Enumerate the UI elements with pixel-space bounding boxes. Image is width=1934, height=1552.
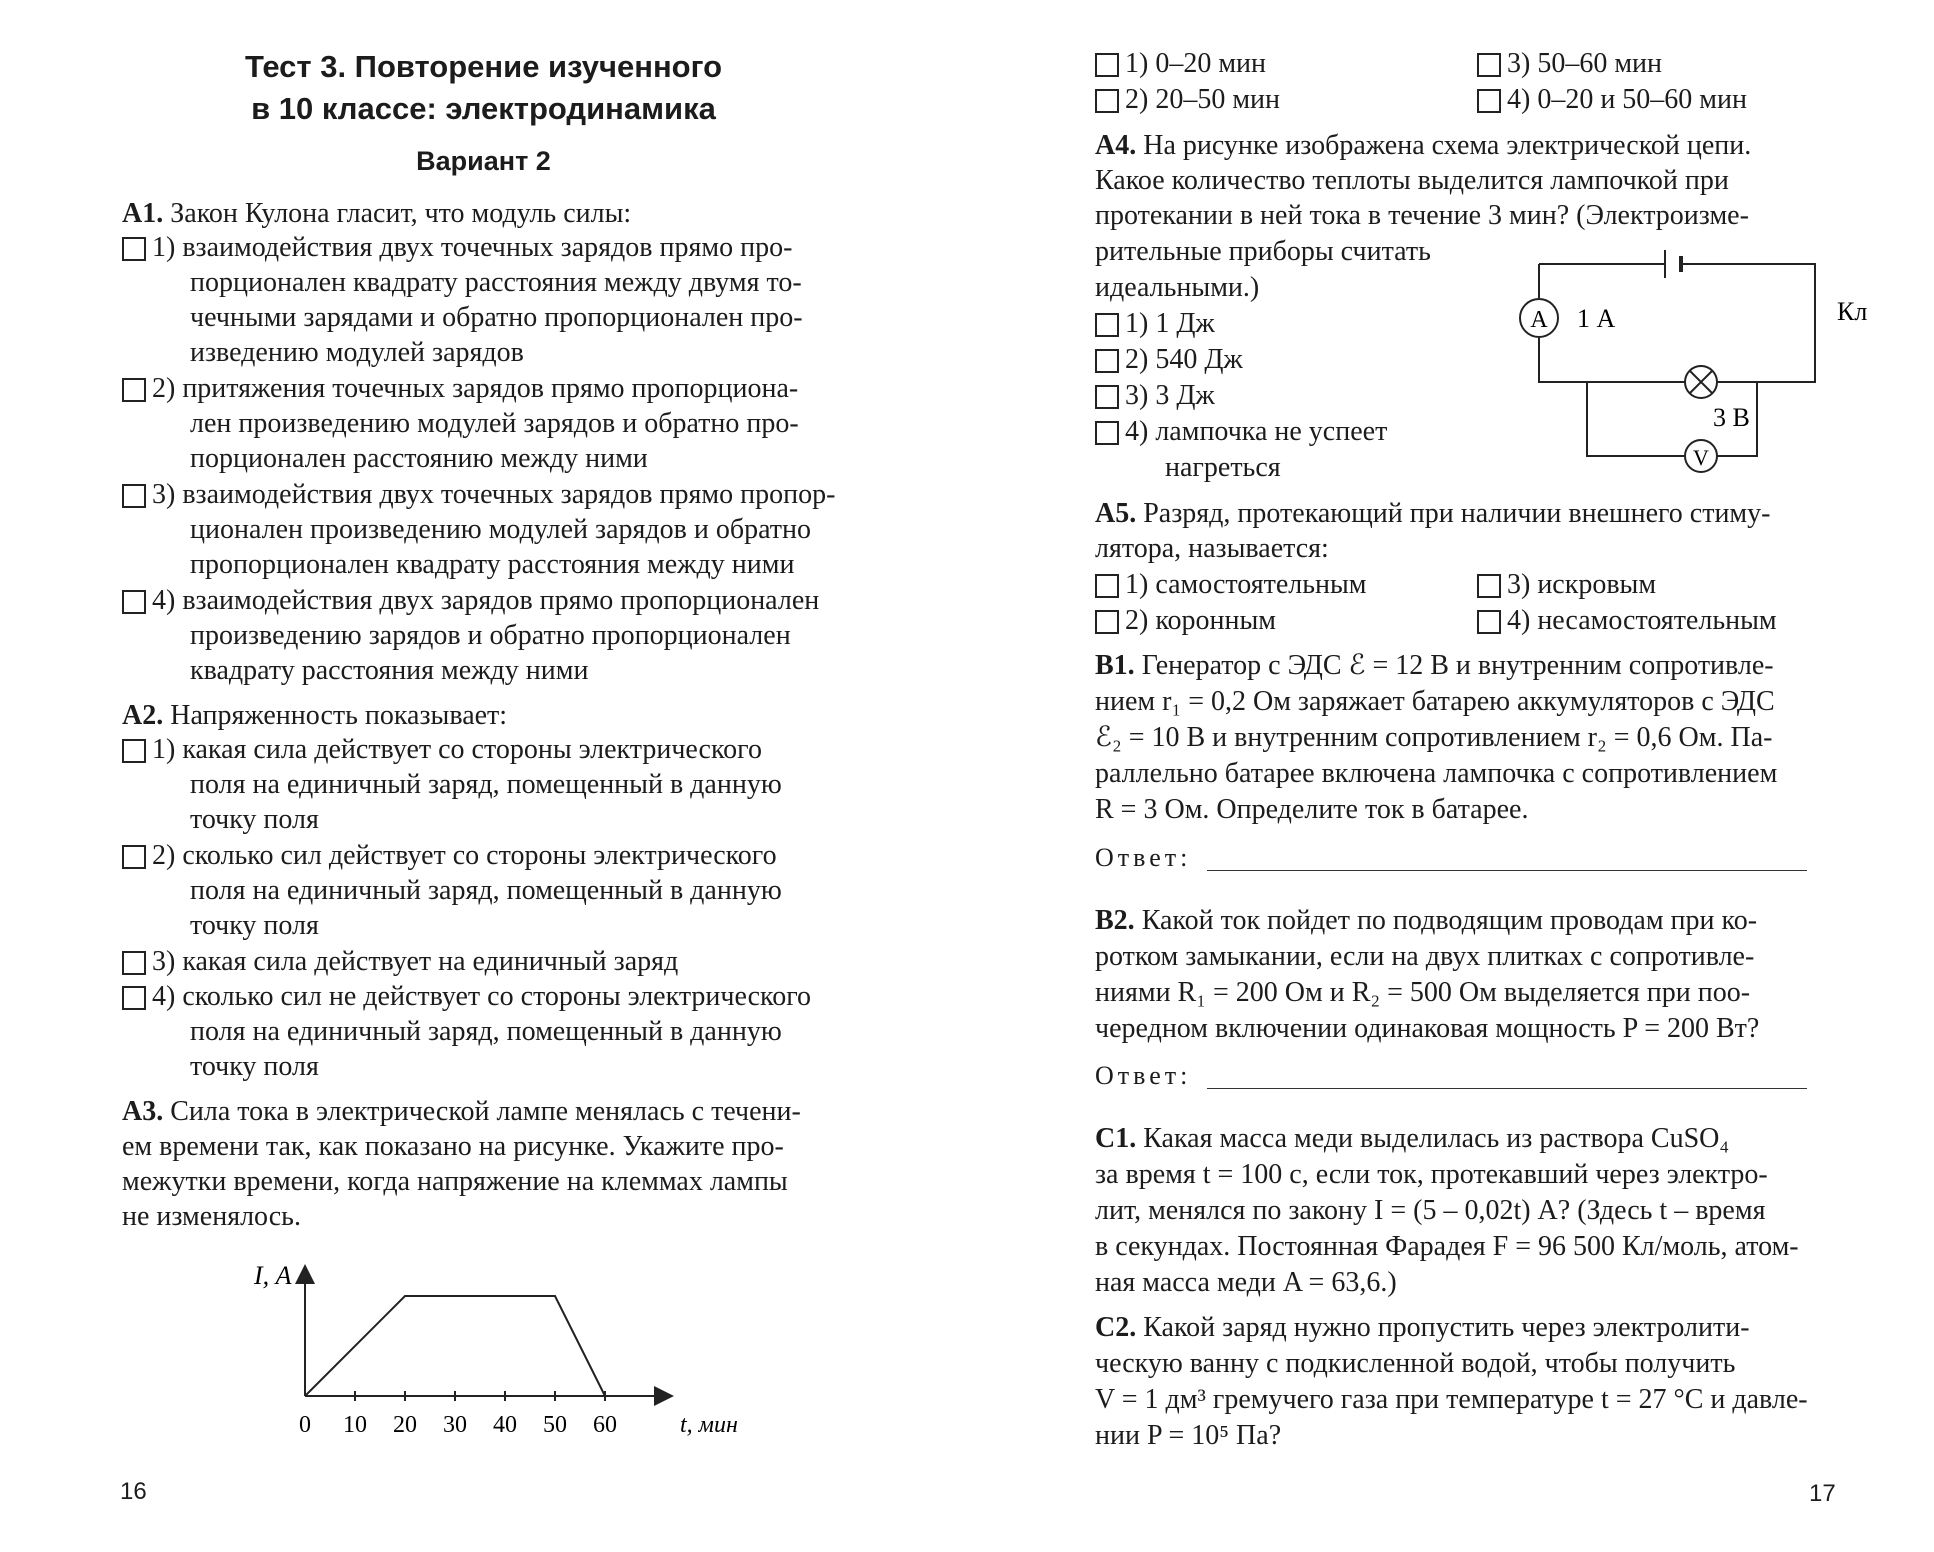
question-b2-line: ротком замыкании, если на двух плитках с сопротивле- bbox=[1095, 941, 1755, 972]
a3-option1-checkbox[interactable] bbox=[1095, 53, 1119, 77]
chart-y-label: I, А bbox=[254, 1261, 292, 1290]
question-c1-line: ная масса меди A = 63,6.) bbox=[1095, 1267, 1397, 1298]
question-b2-label: В2. bbox=[1095, 905, 1135, 936]
chart-x-tick-label: 0 bbox=[299, 1412, 311, 1438]
a1-option4-checkbox[interactable] bbox=[122, 590, 146, 614]
a3-option4: 4) 0–20 и 50–60 мин bbox=[1507, 84, 1747, 115]
question-c1-line bbox=[1095, 1121, 1729, 1157]
a3-option2: 2) 20–50 мин bbox=[1125, 84, 1281, 115]
question-a4-line: идеальными.) bbox=[1095, 272, 1260, 303]
a3-option2-checkbox[interactable] bbox=[1095, 89, 1119, 113]
question-b2-line: чередном включении одинаковая мощность P = 200 Вт? bbox=[1095, 1013, 1760, 1044]
chart-x-tick-label: 40 bbox=[493, 1412, 517, 1438]
b1-answer-field[interactable] bbox=[1207, 870, 1807, 871]
a1-option2-line: порционален расстоянию между ними bbox=[190, 443, 648, 474]
a4-option2-checkbox[interactable] bbox=[1095, 349, 1119, 373]
a5-option2-checkbox[interactable] bbox=[1095, 610, 1119, 634]
question-a3-line: межутки времени, когда напряжение на клеммах лампы bbox=[122, 1166, 788, 1197]
question-b1-line bbox=[1095, 648, 1774, 684]
ammeter-icon: A bbox=[1530, 307, 1548, 333]
a2-option3-checkbox[interactable] bbox=[122, 951, 146, 975]
a2-option4-checkbox[interactable] bbox=[122, 986, 146, 1010]
a3-option3-checkbox[interactable] bbox=[1477, 53, 1501, 77]
question-c2-line: ческую ванну с подкисленной водой, чтобы получить bbox=[1095, 1348, 1736, 1379]
question-c1-text: Какая масса меди выделилась из раствора CuSO₄ bbox=[1136, 1123, 1730, 1154]
a1-option1-line: изведению модулей зарядов bbox=[190, 337, 524, 368]
ammeter-reading: 1 А bbox=[1577, 304, 1616, 333]
question-a2-label: А2. bbox=[122, 700, 164, 731]
question-a4-text: На рисунке изображена схема электрической цепи. bbox=[1136, 130, 1752, 161]
question-c1-label: С1. bbox=[1095, 1123, 1137, 1154]
a1-option1-line: порционален квадрату расстояния между двумя то- bbox=[190, 267, 802, 298]
question-b1-label: В1. bbox=[1095, 650, 1135, 681]
question-b1-line: ℰ₂ = 10 В и внутренним сопротивлением r₂ = 0,6 Ом. Па- bbox=[1095, 722, 1773, 753]
question-a5-line bbox=[1095, 496, 1770, 532]
question-a4-line: Какое количество теплоты выделится лампочкой при bbox=[1095, 165, 1729, 196]
question-a1-text: Закон Кулона гласит, что модуль силы: bbox=[170, 198, 632, 229]
a2-option2-checkbox[interactable] bbox=[122, 845, 146, 869]
question-a3-text: Сила тока в электрической лампе менялась с течени- bbox=[163, 1096, 801, 1127]
question-c2-line: V = 1 дм³ гремучего газа при температуре t = 27 °С и давле- bbox=[1095, 1384, 1808, 1415]
b2-answer-label: Ответ: bbox=[1095, 1061, 1192, 1090]
voltmeter-icon: V bbox=[1693, 445, 1709, 470]
test-title-line2: в 10 классе: электродинамика bbox=[251, 91, 716, 126]
page-number-right: 17 bbox=[1809, 1480, 1836, 1507]
a1-option3-line: 3) взаимодействия двух точечных зарядов прямо пропор- bbox=[152, 479, 836, 510]
circuit-key-label: Кл bbox=[1837, 297, 1868, 326]
page-number-left: 16 bbox=[120, 1478, 147, 1505]
question-c2-label: С2. bbox=[1095, 1312, 1137, 1343]
a1-option1-line: 1) взаимодействия двух точечных зарядов прямо про- bbox=[152, 232, 793, 263]
chart-series-line bbox=[305, 1296, 605, 1396]
question-a2 bbox=[122, 698, 507, 734]
question-b2-line: ниями R₁ = 200 Ом и R₂ = 500 Ом выделяется при поо- bbox=[1095, 977, 1751, 1008]
question-b1-line: нием r₁ = 0,2 Ом заряжает батарею аккумуляторов с ЭДС bbox=[1095, 686, 1775, 717]
a5-option1: 1) самостоятельным bbox=[1125, 569, 1367, 600]
a1-option3-line: ционален произведению модулей зарядов и обратно bbox=[190, 514, 812, 545]
question-c1-line: за время t = 100 с, если ток, протекавший через электро- bbox=[1095, 1159, 1768, 1190]
question-c2-line: нии P = 10⁵ Па? bbox=[1095, 1420, 1282, 1451]
voltmeter-reading: 3 В bbox=[1713, 403, 1750, 432]
b1-answer-label: Ответ: bbox=[1095, 843, 1192, 872]
a2-option1-line: 1) какая сила действует со стороны электрического bbox=[152, 734, 762, 765]
a2-option3-line: 3) какая сила действует на единичный заряд bbox=[152, 946, 679, 977]
a1-option1-checkbox[interactable] bbox=[122, 237, 146, 261]
question-a4-line: рительные приборы считать bbox=[1095, 236, 1431, 267]
a1-option3-checkbox[interactable] bbox=[122, 484, 146, 508]
a1-option2-checkbox[interactable] bbox=[122, 378, 146, 402]
a3-option3: 3) 50–60 мин bbox=[1507, 48, 1663, 79]
a5-option2: 2) коронным bbox=[1125, 605, 1277, 636]
right-page bbox=[967, 0, 1934, 1552]
current-time-chart bbox=[254, 1250, 760, 1450]
question-b2-line bbox=[1095, 903, 1757, 939]
test-title-line1: Тест 3. Повторение изученного bbox=[244, 49, 723, 84]
question-a2-text: Напряженность показывает: bbox=[170, 700, 508, 731]
a5-option3-checkbox[interactable] bbox=[1477, 574, 1501, 598]
a2-option4-line: точку поля bbox=[190, 1051, 319, 1082]
a4-option4-checkbox[interactable] bbox=[1095, 421, 1119, 445]
a5-option3: 3) искровым bbox=[1507, 569, 1657, 600]
a2-option2-line: точку поля bbox=[190, 910, 319, 941]
a1-option2-line: 2) притяжения точечных зарядов прямо пропорциона- bbox=[152, 373, 799, 404]
a2-option4-line: поля на единичный заряд, помещенный в данную bbox=[190, 1016, 782, 1047]
a5-option4: 4) несамостоятельным bbox=[1507, 605, 1777, 636]
a1-option3-line: пропорционален квадрату расстояния между ними bbox=[190, 549, 795, 580]
question-a1-label: А1. bbox=[122, 198, 164, 229]
question-a4-label: А4. bbox=[1095, 130, 1137, 161]
a2-option1-checkbox[interactable] bbox=[122, 739, 146, 763]
question-a3-line bbox=[122, 1094, 801, 1130]
a1-option1-line: чечными зарядами и обратно пропорционален про- bbox=[190, 302, 803, 333]
a5-option4-checkbox[interactable] bbox=[1477, 610, 1501, 634]
circuit-diagram bbox=[1487, 236, 1907, 476]
question-b1-line: R = 3 Ом. Определите ток в батарее. bbox=[1095, 794, 1529, 825]
question-a3-line: не изменялось. bbox=[122, 1201, 301, 1232]
a4-option4-cont: нагреться bbox=[1165, 452, 1281, 483]
question-a5-label: А5. bbox=[1095, 498, 1137, 529]
a2-option4-line: 4) сколько сил не действует со стороны электрического bbox=[152, 981, 811, 1012]
a4-option3: 3) 3 Дж bbox=[1125, 380, 1215, 411]
chart-x-tick-label: 20 bbox=[393, 1412, 417, 1438]
question-c1-line: лит, менялся по закону I = (5 – 0,02t) А? (Здесь t – время bbox=[1095, 1195, 1766, 1226]
a1-option4-line: произведению зарядов и обратно пропорционален bbox=[190, 620, 791, 651]
chart-x-label: t, мин bbox=[680, 1412, 738, 1438]
question-b1-text: Генератор с ЭДС ℰ = 12 В и внутренним сопротивле- bbox=[1134, 650, 1774, 681]
question-a1 bbox=[122, 196, 631, 232]
question-b2-text: Какой ток пойдет по подводящим проводам при ко- bbox=[1134, 905, 1758, 936]
question-c2-line bbox=[1095, 1310, 1750, 1346]
b2-answer-field[interactable] bbox=[1207, 1088, 1807, 1089]
a5-option1-checkbox[interactable] bbox=[1095, 574, 1119, 598]
question-a4-line: протекании в ней тока в течение 3 мин? (Электроизме- bbox=[1095, 200, 1749, 231]
question-c2-text: Какой заряд нужно пропустить через электролити- bbox=[1136, 1312, 1750, 1343]
a4-option1-checkbox[interactable] bbox=[1095, 313, 1119, 337]
a1-option4-line: квадрату расстояния между ними bbox=[190, 655, 589, 686]
variant-heading: Вариант 2 bbox=[416, 146, 551, 176]
a4-option1: 1) 1 Дж bbox=[1125, 308, 1215, 339]
chart-x-tick-label: 60 bbox=[593, 1412, 617, 1438]
a3-option1: 1) 0–20 мин bbox=[1125, 48, 1267, 79]
a4-option2: 2) 540 Дж bbox=[1125, 344, 1243, 375]
question-a3-label: А3. bbox=[122, 1096, 164, 1127]
a2-option1-line: точку поля bbox=[190, 804, 319, 835]
question-a3-line: ем времени так, как показано на рисунке. Укажите про- bbox=[122, 1131, 784, 1162]
chart-x-tick-label: 10 bbox=[343, 1412, 367, 1438]
question-a5-text: Разряд, протекающий при наличии внешнего стиму- bbox=[1136, 498, 1771, 529]
question-a5-line: лятора, называется: bbox=[1095, 533, 1329, 564]
a2-option1-line: поля на единичный заряд, помещенный в данную bbox=[190, 769, 782, 800]
question-c1-line: в секундах. Постоянная Фарадея F = 96 500 Кл/моль, атом- bbox=[1095, 1231, 1799, 1262]
chart-x-tick-label: 50 bbox=[543, 1412, 567, 1438]
a2-option2-line: поля на единичный заряд, помещенный в данную bbox=[190, 875, 782, 906]
a3-option4-checkbox[interactable] bbox=[1477, 89, 1501, 113]
a1-option4-line: 4) взаимодействия двух зарядов прямо пропорционален bbox=[152, 585, 820, 616]
chart-x-tick-label: 30 bbox=[443, 1412, 467, 1438]
question-a4-line bbox=[1095, 128, 1751, 164]
a4-option4: 4) лампочка не успеет bbox=[1125, 416, 1388, 447]
a2-option2-line: 2) сколько сил действует со стороны электрического bbox=[152, 840, 777, 871]
question-b1-line: раллельно батарее включена лампочка с сопротивлением bbox=[1095, 758, 1778, 789]
a4-option3-checkbox[interactable] bbox=[1095, 385, 1119, 409]
a1-option2-line: лен произведению модулей зарядов и обратно про- bbox=[190, 408, 799, 439]
